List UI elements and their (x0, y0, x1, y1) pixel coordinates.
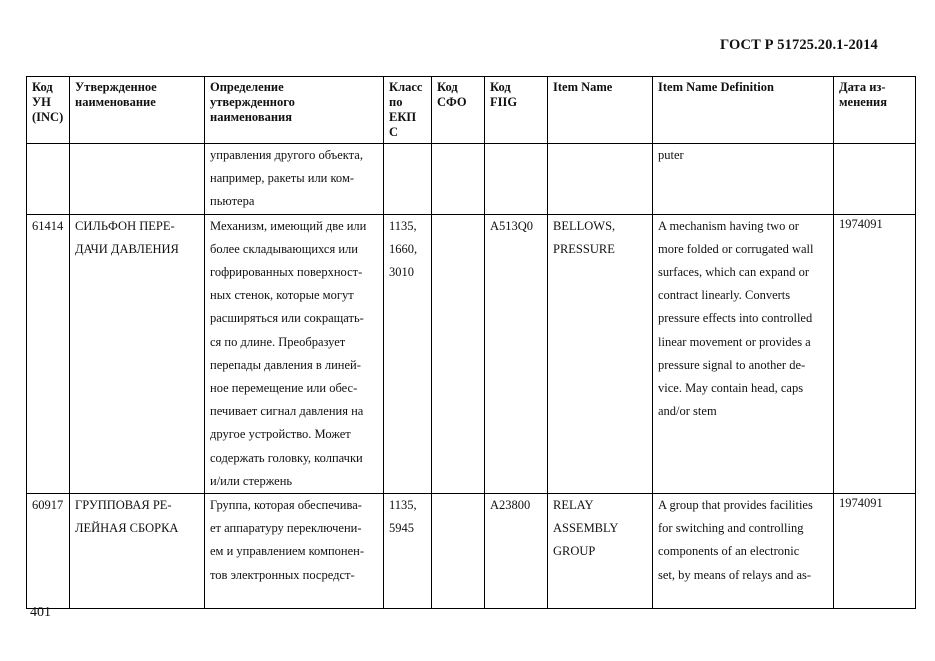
cell-line: содержать головку, колпачки (210, 450, 363, 465)
header-sfo (432, 77, 485, 144)
cell-inc (27, 494, 70, 609)
cell-line: 3010 (389, 265, 414, 280)
cell-line: печивает сигнал давления на (210, 404, 364, 419)
header-line: FIIG (490, 95, 518, 109)
header-date (834, 77, 916, 144)
cell-line: A group that provides facilities (658, 498, 813, 513)
cell-line: 61414 (32, 218, 64, 233)
cell-line: ное перемещение или обес- (210, 381, 358, 396)
cell-line: ДАЧИ ДАВЛЕНИЯ (75, 241, 179, 256)
header-name (70, 77, 205, 144)
header-class (384, 77, 432, 144)
cell-line: расширяться или сокращать- (210, 311, 364, 326)
header-line: С (389, 125, 399, 139)
cell-line: pressure signal to another de- (658, 357, 806, 372)
table-header-row (27, 77, 916, 144)
table-row (27, 214, 916, 493)
cell-fiig (485, 494, 548, 609)
cell-line: 1135, (389, 218, 417, 233)
cell-inc (27, 214, 70, 493)
cell-line: pressure effects into controlled (658, 311, 813, 326)
document-code: ГОСТ Р 51725.20.1-2014 (720, 37, 878, 53)
cell-line: and/or stem (658, 404, 717, 419)
cell-line: Группа, которая обеспечива- (210, 498, 362, 513)
header-line: Item Name Definition (658, 80, 774, 94)
cell-line: ся по длине. Преобразует (210, 334, 346, 349)
cell-line: СИЛЬФОН ПЕРЕ- (75, 218, 175, 233)
cell-definition (205, 494, 384, 609)
page-number: 401 (30, 605, 51, 620)
header-line: Код (490, 80, 511, 94)
header-inc (27, 77, 70, 144)
cell-sfo (432, 144, 485, 215)
header-line: наименование (75, 95, 156, 109)
cell-fiig (485, 214, 548, 493)
cell-line: for switching and controlling (658, 521, 804, 536)
cell-name (70, 144, 205, 215)
cell-line: ГРУППОВАЯ РЕ- (75, 498, 172, 513)
cell-line: 1135, (389, 498, 417, 513)
cell-line: например, ракеты или ком- (210, 171, 355, 186)
cell-line: тов электронных посредст- (210, 567, 355, 582)
cell-line: ЛЕЙНАЯ СБОРКА (75, 521, 179, 536)
cell-line: RELAY (553, 498, 594, 513)
header-line: (INC) (32, 110, 64, 124)
cell-line: A mechanism having two or (658, 218, 799, 233)
cell-line: more folded or corrugated wall (658, 241, 814, 256)
header-line: менения (839, 95, 887, 109)
cell-name (70, 214, 205, 493)
cell-line: Механизм, имеющий две или (210, 218, 367, 233)
header-line: Код (437, 80, 458, 94)
cell-sfo (432, 214, 485, 493)
cell-line: пьютера (210, 194, 255, 209)
header-item-name (548, 77, 653, 144)
cell-line: ем и управлением компонен- (210, 544, 365, 559)
cell-line: GROUP (553, 544, 596, 559)
cell-line: ет аппаратуру переключени- (210, 521, 362, 536)
cell-line: 5945 (389, 521, 414, 536)
cell-line: перепады давления в линей- (210, 357, 361, 372)
cell-date (834, 494, 916, 609)
header-line: Дата из- (839, 80, 886, 94)
cell-line: PRESSURE (553, 241, 615, 256)
header-line: по (389, 95, 403, 109)
cell-class (384, 144, 432, 215)
cell-date (834, 144, 916, 215)
cell-item-name (548, 144, 653, 215)
header-line: СФО (437, 95, 467, 109)
cell-item-def (653, 144, 834, 215)
cell-line: 1974091 (839, 496, 883, 511)
cell-line: гофрированных поверхност- (210, 265, 363, 280)
cell-line: ASSEMBLY (553, 521, 619, 536)
header-line: Код (32, 80, 53, 94)
header-line: Утвержденное (75, 80, 157, 94)
cell-line: BELLOWS, (553, 218, 616, 233)
cell-item-name (548, 214, 653, 493)
cell-line: components of an electronic (658, 544, 800, 559)
header-line: Item Name (553, 80, 613, 94)
cell-fiig (485, 144, 548, 215)
cell-definition (205, 144, 384, 215)
header-definition (205, 77, 384, 144)
items-table (26, 76, 916, 609)
table-row (27, 494, 916, 609)
cell-line: linear movement or provides a (658, 334, 811, 349)
header-line: утвержденного (210, 95, 295, 109)
table-row (27, 144, 916, 215)
cell-item-def (653, 494, 834, 609)
cell-definition (205, 214, 384, 493)
header-line: Определение (210, 80, 284, 94)
cell-line: vice. May contain head, caps (658, 381, 804, 396)
header-fiig (485, 77, 548, 144)
cell-line: ных стенок, которые могут (210, 288, 354, 303)
header-line: УН (32, 95, 51, 109)
cell-inc (27, 144, 70, 215)
cell-class (384, 214, 432, 493)
cell-line: 1660, (389, 241, 418, 256)
cell-line: A513Q0 (490, 218, 534, 233)
cell-line: 60917 (32, 498, 64, 513)
cell-line: управления другого объекта, (210, 148, 363, 162)
cell-line: 1974091 (839, 216, 883, 231)
cell-line: puter (658, 148, 684, 162)
cell-item-name (548, 494, 653, 609)
cell-item-def (653, 214, 834, 493)
header-line: ЕКП (389, 110, 417, 124)
cell-sfo (432, 494, 485, 609)
cell-line: contract linearly. Converts (658, 288, 791, 303)
header-line: наименования (210, 110, 293, 124)
cell-line: surfaces, which can expand or (658, 265, 809, 280)
cell-date (834, 214, 916, 493)
cell-line: и/или стержень (210, 473, 293, 488)
cell-line: более складывающихся или (210, 241, 358, 256)
header-item-definition (653, 77, 834, 144)
cell-line: другое устройство. Может (210, 427, 351, 442)
cell-class (384, 494, 432, 609)
cell-name (70, 494, 205, 609)
header-line: Класс (389, 80, 423, 94)
cell-line: set, by means of relays and as- (658, 567, 812, 582)
cell-line: A23800 (490, 498, 531, 513)
